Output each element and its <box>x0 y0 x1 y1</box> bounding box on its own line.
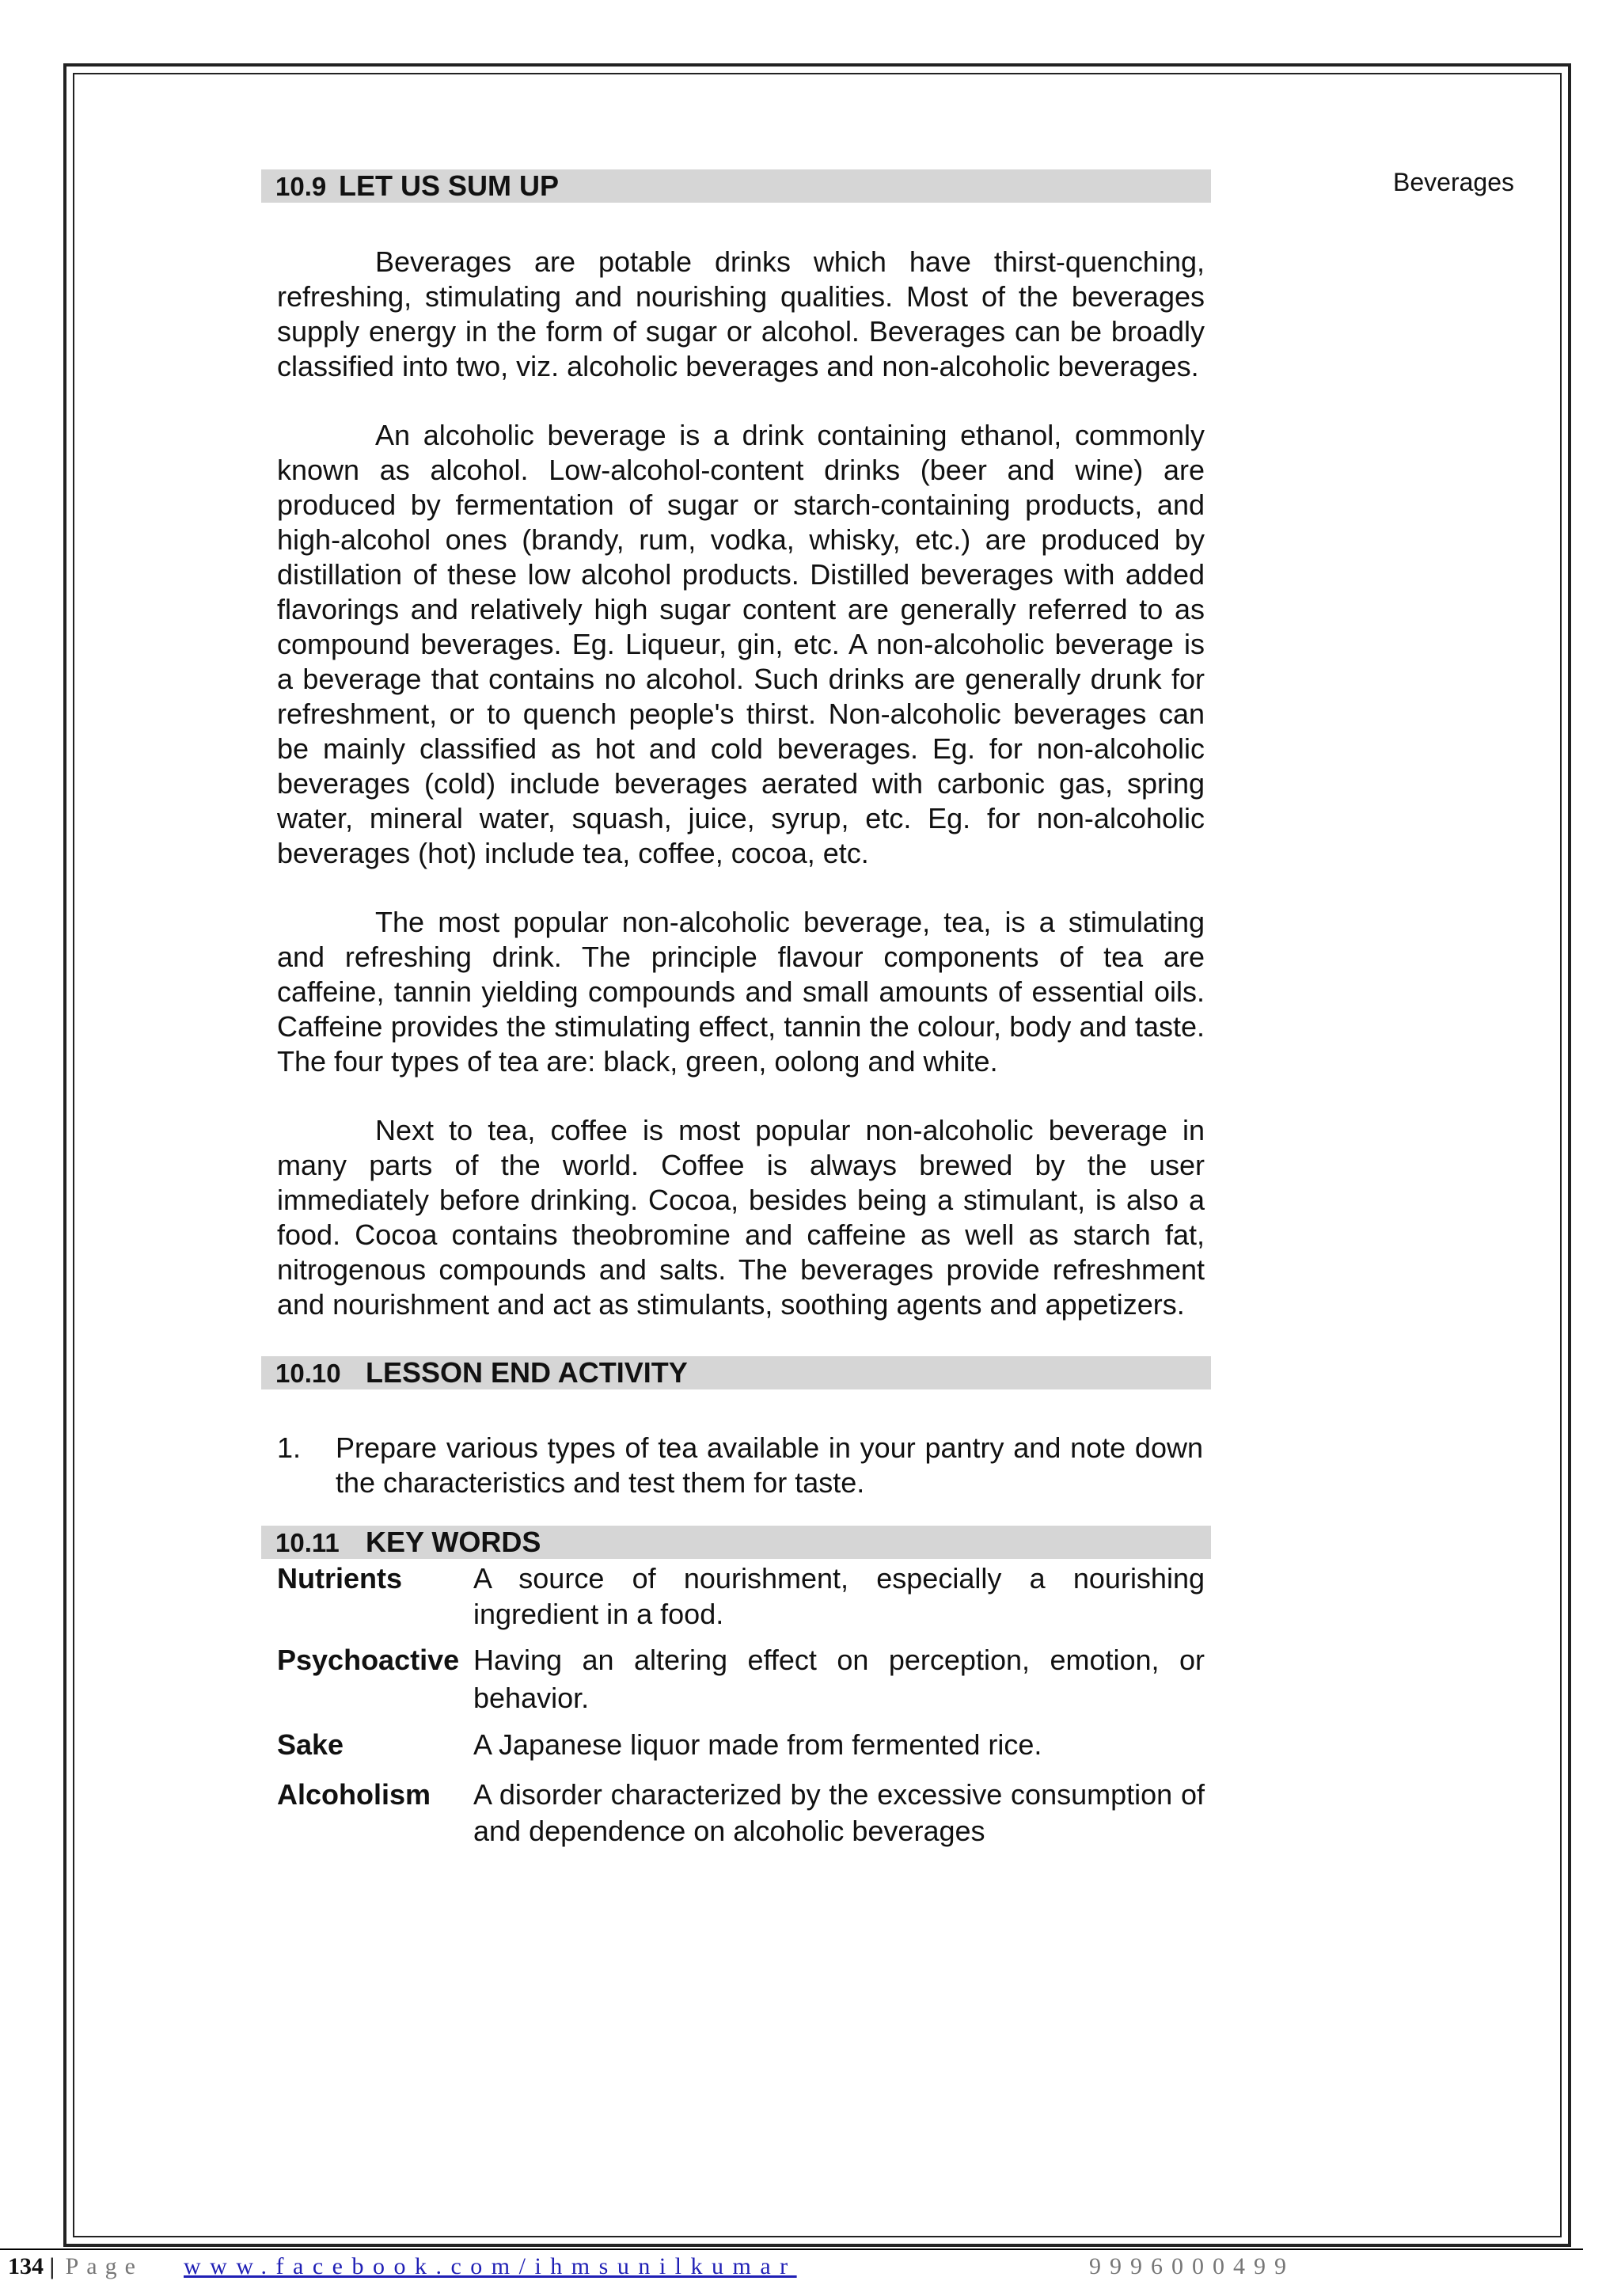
section-heading-sum-up <box>261 169 1211 203</box>
key-word-term: Sake <box>277 1728 344 1761</box>
key-word-entry <box>261 1641 1211 1717</box>
page-content <box>261 169 1211 1849</box>
section-heading-activity <box>261 1356 1211 1389</box>
key-word-entry <box>261 1777 1211 1849</box>
section-heading-key-words <box>261 1526 1211 1559</box>
footer-rule <box>0 2248 1583 2250</box>
section-title: LESSON END ACTIVITY <box>366 1356 688 1389</box>
key-word-entry <box>261 1560 1211 1632</box>
section-number: 10.9 <box>275 172 327 201</box>
paragraph: Beverages are potable drinks which have thirst-quenching, refreshing, stimulating and nourishing qualities. Most of the beverages supply energy in the form of sugar or alcohol. Beverages can be broadly classified into two, viz. alcoholic beverages and non-alcoholic beverages. <box>277 245 1205 382</box>
key-word-term: Alcoholism <box>277 1778 431 1811</box>
section-number: 10.10 <box>275 1359 341 1388</box>
sum-up-body <box>261 245 1205 1322</box>
key-word-entry <box>261 1727 1211 1762</box>
footer-separator: | <box>49 2253 55 2279</box>
page-footer <box>8 2253 1583 2285</box>
facebook-link[interactable]: www.facebook.com/ihmsunilkumar <box>184 2253 797 2279</box>
phone-number: 9996000499 <box>1089 2253 1295 2279</box>
page-number: 134 <box>8 2253 44 2279</box>
section-number: 10.11 <box>275 1528 340 1557</box>
list-marker: 1. <box>277 1431 302 1464</box>
page-label: Page <box>65 2253 143 2279</box>
key-word-term: Psychoactive <box>277 1644 460 1676</box>
key-word-definition: Having an altering effect on perception, emotion, or behavior. <box>473 1644 1205 1714</box>
section-title: LET US SUM UP <box>339 169 560 202</box>
activity-item <box>261 1431 1203 1500</box>
paragraph: Next to tea, coffee is most popular non-alcoholic beverage in many parts of the world. Coffee is always brewed by the user immediately before drinking. Cocoa, besides being a stimulant, is also a food. Cocoa contains theobromine and caffeine as well as starch fat, nitrogenous compounds and salts. The beverages provide refreshment and nourishment and act as stimulants, soothing agents and appetizers. <box>277 1114 1205 1321</box>
paragraph: An alcoholic beverage is a drink containing ethanol, commonly known as alcohol. Low-alcohol-content drinks (beer and wine) are produced by fermentation of sugar or starch-containing products, and high-alcohol ones (brandy, rum, vodka, whisky, etc.) are produced by distillation of these low alcohol products. Distilled beverages with added flavorings and relatively high sugar content are generally referred to as compound beverages. Eg. Liqueur, gin, etc. A non-alcoholic beverage is a beverage that contains no alcohol. Such drinks are generally drunk for refreshment, or to quench people's thirst. Non-alcoholic beverages can be mainly classified as hot and cold beverages. Eg. for non-alcoholic beverages (cold) include beverages aerated with carbonic gas, spring water, mineral water, squash, juice, syrup, etc. Eg. for non-alcoholic beverages (hot) include tea, coffee, cocoa, etc. <box>277 419 1205 869</box>
section-title: KEY WORDS <box>366 1526 541 1558</box>
paragraph: The most popular non-alcoholic beverage, tea, is a stimulating and refreshing drink. The principle flavour components of tea are caffeine, tannin yielding compounds and small amounts of essential oils. Caffeine provides the stimulating effect, tannin the colour, body and taste. The four types of tea are: black, green, oolong and white. <box>277 906 1205 1078</box>
key-word-term: Nutrients <box>277 1562 403 1595</box>
activity-text: Prepare various types of tea available in your pantry and note down the characteristics and test them for taste. <box>336 1431 1203 1499</box>
key-word-definition: A source of nourishment, especially a nourishing ingredient in a food. <box>473 1562 1205 1630</box>
key-word-definition: A Japanese liquor made from fermented rice. <box>473 1728 1042 1761</box>
running-head: Beverages <box>1393 168 1514 196</box>
key-word-definition: A disorder characterized by the excessive consumption of and dependence on alcoholic beverages <box>473 1778 1205 1847</box>
